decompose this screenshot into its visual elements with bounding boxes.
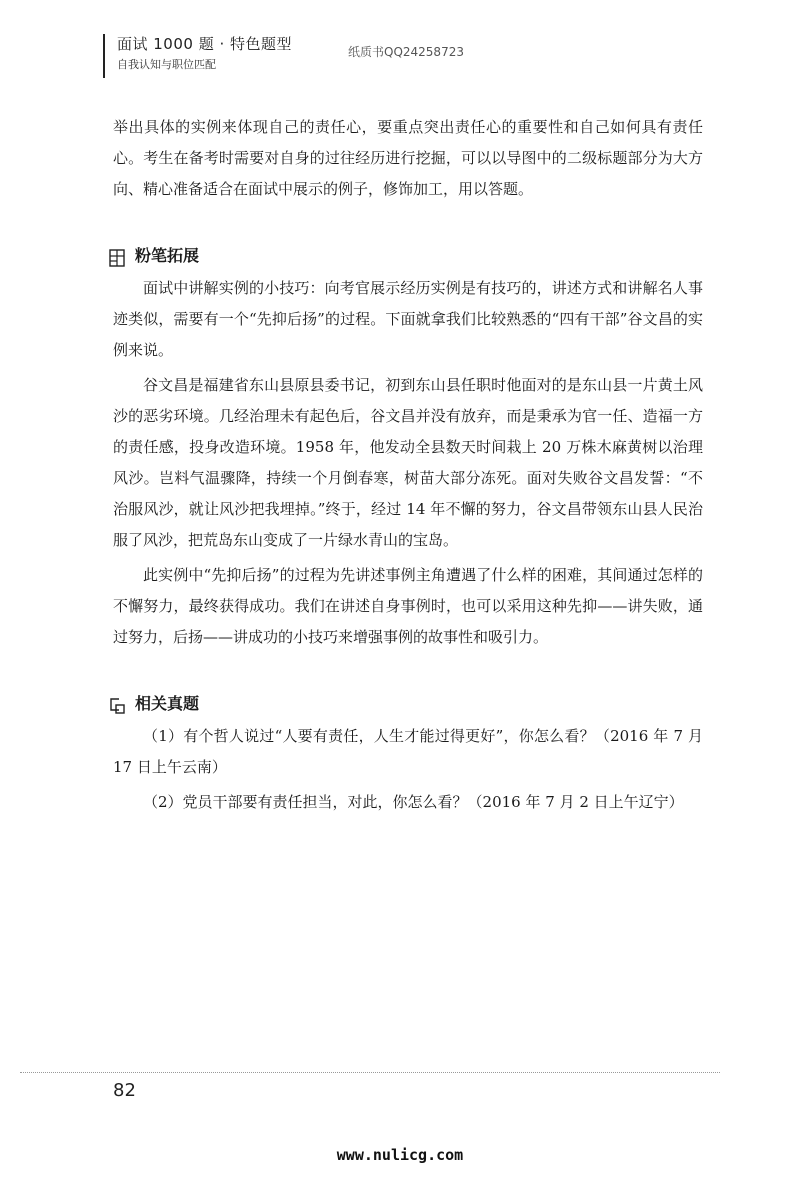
square-bracket-icon — [109, 695, 125, 713]
page-number: 82 — [113, 1080, 136, 1101]
site-url-watermark: www.nulicg.com — [336, 1146, 464, 1164]
paragraph: 此实例中“先抑后扬”的过程为先讲述事例主角遭遇了什么样的困难，其间通过怎样的不懈努力，最终获得成功。我们在讲述自身事例时，也可以采用这种先抑——讲失败，通过努力，后扬——讲成功的小技巧来增强事例的故事性和吸引力。 — [113, 566, 703, 646]
intro-paragraph: 举出具体的实例来体现自己的责任心，要重点突出责任心的重要性和自己如何具有责任心。考生在备考时需要对自身的过往经历进行挖掘，可以以导图中的二级标题部分为大方向、精心准备适合在面试中展示的例子，修饰加工，用以答题。 — [113, 118, 703, 198]
page-body — [113, 112, 703, 818]
top-watermark: 纸质书QQ24258723 — [348, 45, 464, 59]
section-heading-text: 粉笔拓展 — [135, 246, 200, 265]
paragraph: 面试中讲解实例的小技巧：向考官展示经历实例是有技巧的，讲述方式和讲解名人事迹类似，需要有一个“先抑后扬”的过程。下面就拿我们比较熟悉的“四有干部”谷文昌的实例来说。 — [113, 279, 703, 359]
running-header — [103, 34, 292, 78]
question-item: （2）党员干部要有责任担当，对此，你怎么看？（2016 年 7 月 2 日上午辽宁） — [143, 793, 684, 811]
question-item: （1）有个哲人说过“人要有责任，人生才能过得更好”，你怎么看？（2016 年 7 月 17 日上午云南） — [113, 727, 703, 776]
chapter-subtitle: 自我认知与职位匹配 — [117, 58, 216, 71]
section-related-questions-heading — [109, 689, 703, 719]
footer-divider — [20, 1072, 720, 1077]
book-title: 面试 1000 题 · 特色题型 — [117, 35, 293, 53]
paragraph: 谷文昌是福建省东山县原县委书记，初到东山县任职时他面对的是东山县一片黄土风沙的恶劣环境。几经治理未有起色后，谷文昌并没有放弃，而是秉承为官一任、造福一方的责任感，投身改造环境。1958 年，他发动全县数天时间栽上 20 万株木麻黄树以治理风沙。岂料气温骤降，持续一个月倒春寒，树苗大部分冻死。面对失败谷文昌发誓：“不治服风沙，就让风沙把我埋掉。”终于，经过 14 年不懈的努力，谷文昌带领东山县人民治服了风沙，把荒岛东山变成了一片绿水青山的宝岛。 — [113, 376, 703, 549]
section-fenbi-extension-heading — [109, 241, 703, 271]
grid-icon — [109, 247, 125, 265]
section-heading-text: 相关真题 — [135, 694, 200, 713]
